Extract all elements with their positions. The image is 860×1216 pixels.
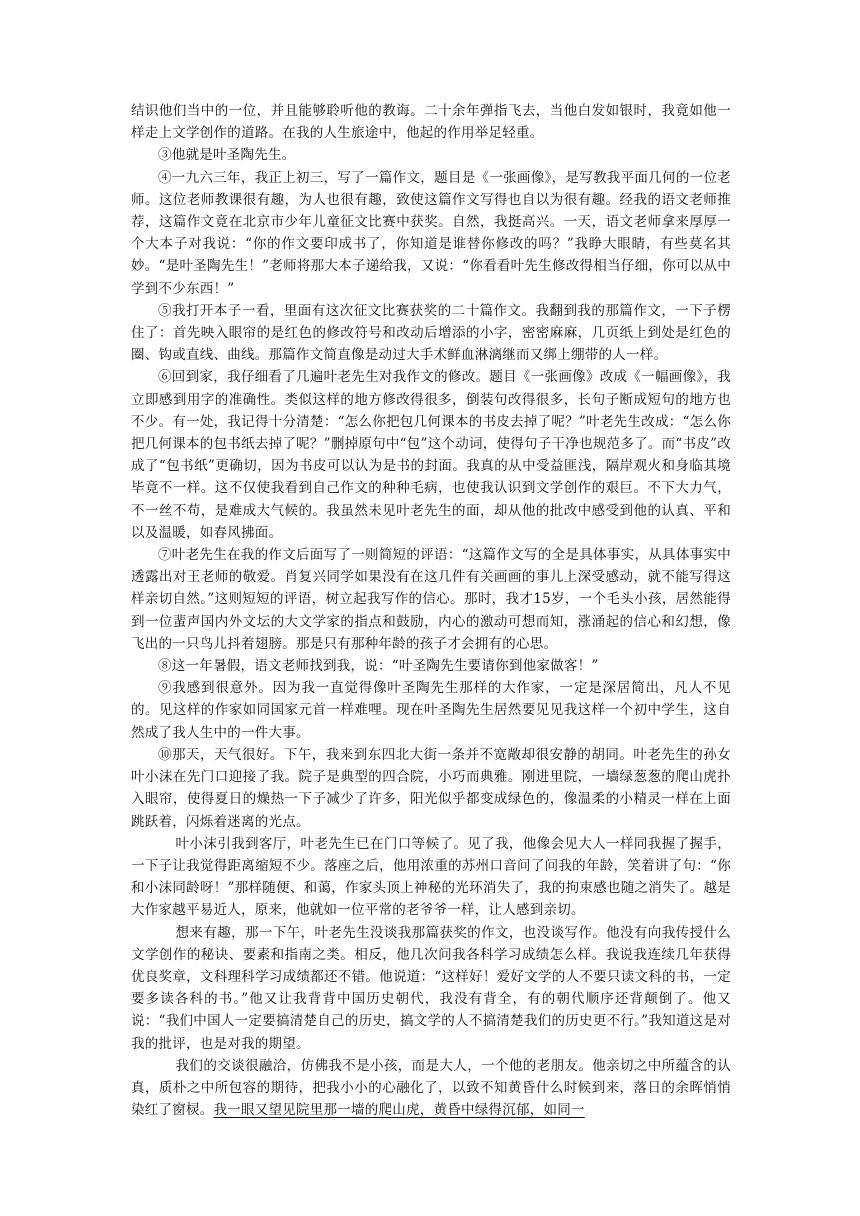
paragraph-10: ⑩那天，天气很好。下午，我来到东四北大街一条并不宽敞却很安静的胡同。叶老先生的孙女叶小沫在先门口迎接了我。院子是典型的四合院，小巧而典雅。刚进里院，一墙绿葱葱的爬山虎扑入眼帘，使得夏日的燥热一下子减少了许多，阳光似乎都变成绿色的，像温柔的小精灵一样在上面跳跃着，闪烁着迷离的光点。 — [131, 746, 731, 830]
paragraph-13 — [131, 1055, 731, 1122]
paragraph-7: ⑦叶老先生在我的作文后面写了一则简短的评语：“这篇作文写的全是具体事实，从具体事实中透露出对王老师的敬爱。肖复兴同学如果没有在这几件有关画画的事儿上深受感动，就不能写得这样亲切自然。”这则短短的评语，树立起我写作的信心。那时，我才15岁，一个毛头小孩，居然能得到一位蜚声国内外文坛的大文学家的指点和鼓励，内心的激动可想而知，涨涌起的信心和幻想，像飞出的一只鸟儿抖着翅膀。那是只有那种年龄的孩子才会拥有的心思。 — [131, 547, 731, 652]
paragraph-13-text: 我们的交谈很融洽，仿佛我不是小孩，而是大人，一个他的老朋友。他亲切之中所蕴含的认真，质朴之中所包容的期待，把我小小的心融化了，以致不知黄昏什么时候到来，落日的余晖悄悄染红了窗棂。 — [131, 1057, 731, 1119]
underlined-sentence: 我一眼又望见院里那一墙的爬山虎，黄昏中绿得沉郁，如同一 — [213, 1102, 585, 1119]
paragraph-4: ④一九六三年，我正上初三，写了一篇作文，题目是《一张画像》，是写教我平面几何的一位老师。这位老师教课很有趣，为人也很有趣，致使这篇作文写得也自以为很有趣。经我的语文老师推荐，这篇作文竟在北京市少年儿童征文比赛中获奖。自然，我挺高兴。一天，语文老师拿来厚厚一个大本子对我说：“你的作文要印成书了，你知道是谁替你修改的吗？”我睁大眼睛，有些莫名其妙。“是叶圣陶先生！”老师将那大本子递给我，又说：“你看看叶先生修改得相当仔细，你可以从中学到不少东西！” — [131, 169, 731, 297]
paragraph-11: 叶小沫引我到客厅，叶老先生已在门口等候了。见了我，他像会见大人一样同我握了握手，一下子让我觉得距离缩短不少。落座之后，他用浓重的苏州口音问了问我的年龄，笑着讲了句：“你和小沫同龄呀！”那样随便、和蔼，作家头顶上神秘的光环消失了，我的拘束感也随之消失了。越是大作家越平易近人，原来，他就如一位平常的老爷爷一样，让人感到亲切。 — [131, 835, 731, 919]
paragraph-3: ③他就是叶圣陶先生。 — [158, 147, 296, 164]
paragraph-6: ⑥回到家，我仔细看了几遍叶老先生对我作文的修改。题目《一张画像》改成《一幅画像》，我立即感到用字的准确性。类似这样的地方修改得很多，倒装句改得很多，长句子断成短句的地方也不少。有一处，我记得十分清楚：“怎么你把包几何课本的书皮去掉了呢？”叶老先生改成：“怎么你把几何课本的包书纸去掉了呢？”删掉原句中“包”这个动词，使得句子干净也规范多了。而“书皮”改成了“包书纸”更确切，因为书皮可以认为是书的封面。我真的从中受益匪浅，隔岸观火和身临其境毕竟不一样。这不仅使我看到自己作文的种种毛病，也使我认识到文学创作的艰巨。不下大力气，不一丝不苟，是难成大气候的。我虽然未见叶老先生的面，却从他的批改中感受到他的认真、平和以及温暖，如春风拂面。 — [131, 369, 731, 541]
paragraph-12: 想来有趣，那一下午，叶老先生没谈我那篇获奖的作文，也没谈写作。他没有向我传授什么文学创作的秘诀、要素和指南之类。相反，他几次问我各科学习成绩怎么样。我说我连续几年获得优良奖章，文科理科学习成绩都还不错。他说道：“这样好！爱好文学的人不要只读文科的书，一定要多读各科的书。”他又让我背背中国历史朝代，我没有背全，有的朝代顺序还背颠倒了。他又说：“我们中国人一定要搞清楚自己的历史，搞文学的人不搞清楚我们的历史更不行。”我知道这是对我的批评，也是对我的期望。 — [131, 924, 731, 1052]
paragraph-9: ⑨我感到很意外。因为我一直觉得像叶圣陶先生那样的大作家，一定是深居简出，凡人不见的。见这样的作家如同国家元首一样难哩。现在叶圣陶先生居然要见见我这样一个初中学生，这自然成了我人生中的一件大事。 — [131, 680, 731, 741]
paragraph-continued: 结识他们当中的一位，并且能够聆听他的教诲。二十余年弹指飞去，当他白发如银时，我竟如他一样走上文学创作的道路。在我的人生旅途中，他起的作用举足轻重。 — [131, 103, 731, 142]
paragraph-5: ⑤我打开本子一看，里面有这次征文比赛获奖的二十篇作文。我翻到我的那篇作文，一下子楞住了：首先映入眼帘的是红色的修改符号和改动后增添的小字，密密麻麻，几页纸上到处是红色的圈、钩或直线、曲线。那篇作文简直像是动过大手术鲜血淋漓继而又绑上绷带的人一样。 — [131, 302, 731, 364]
paragraph-8: ⑧这一年暑假，语文老师找到我，说：“叶圣陶先生要请你到他家做客！” — [158, 658, 599, 675]
article-page — [131, 100, 731, 1121]
